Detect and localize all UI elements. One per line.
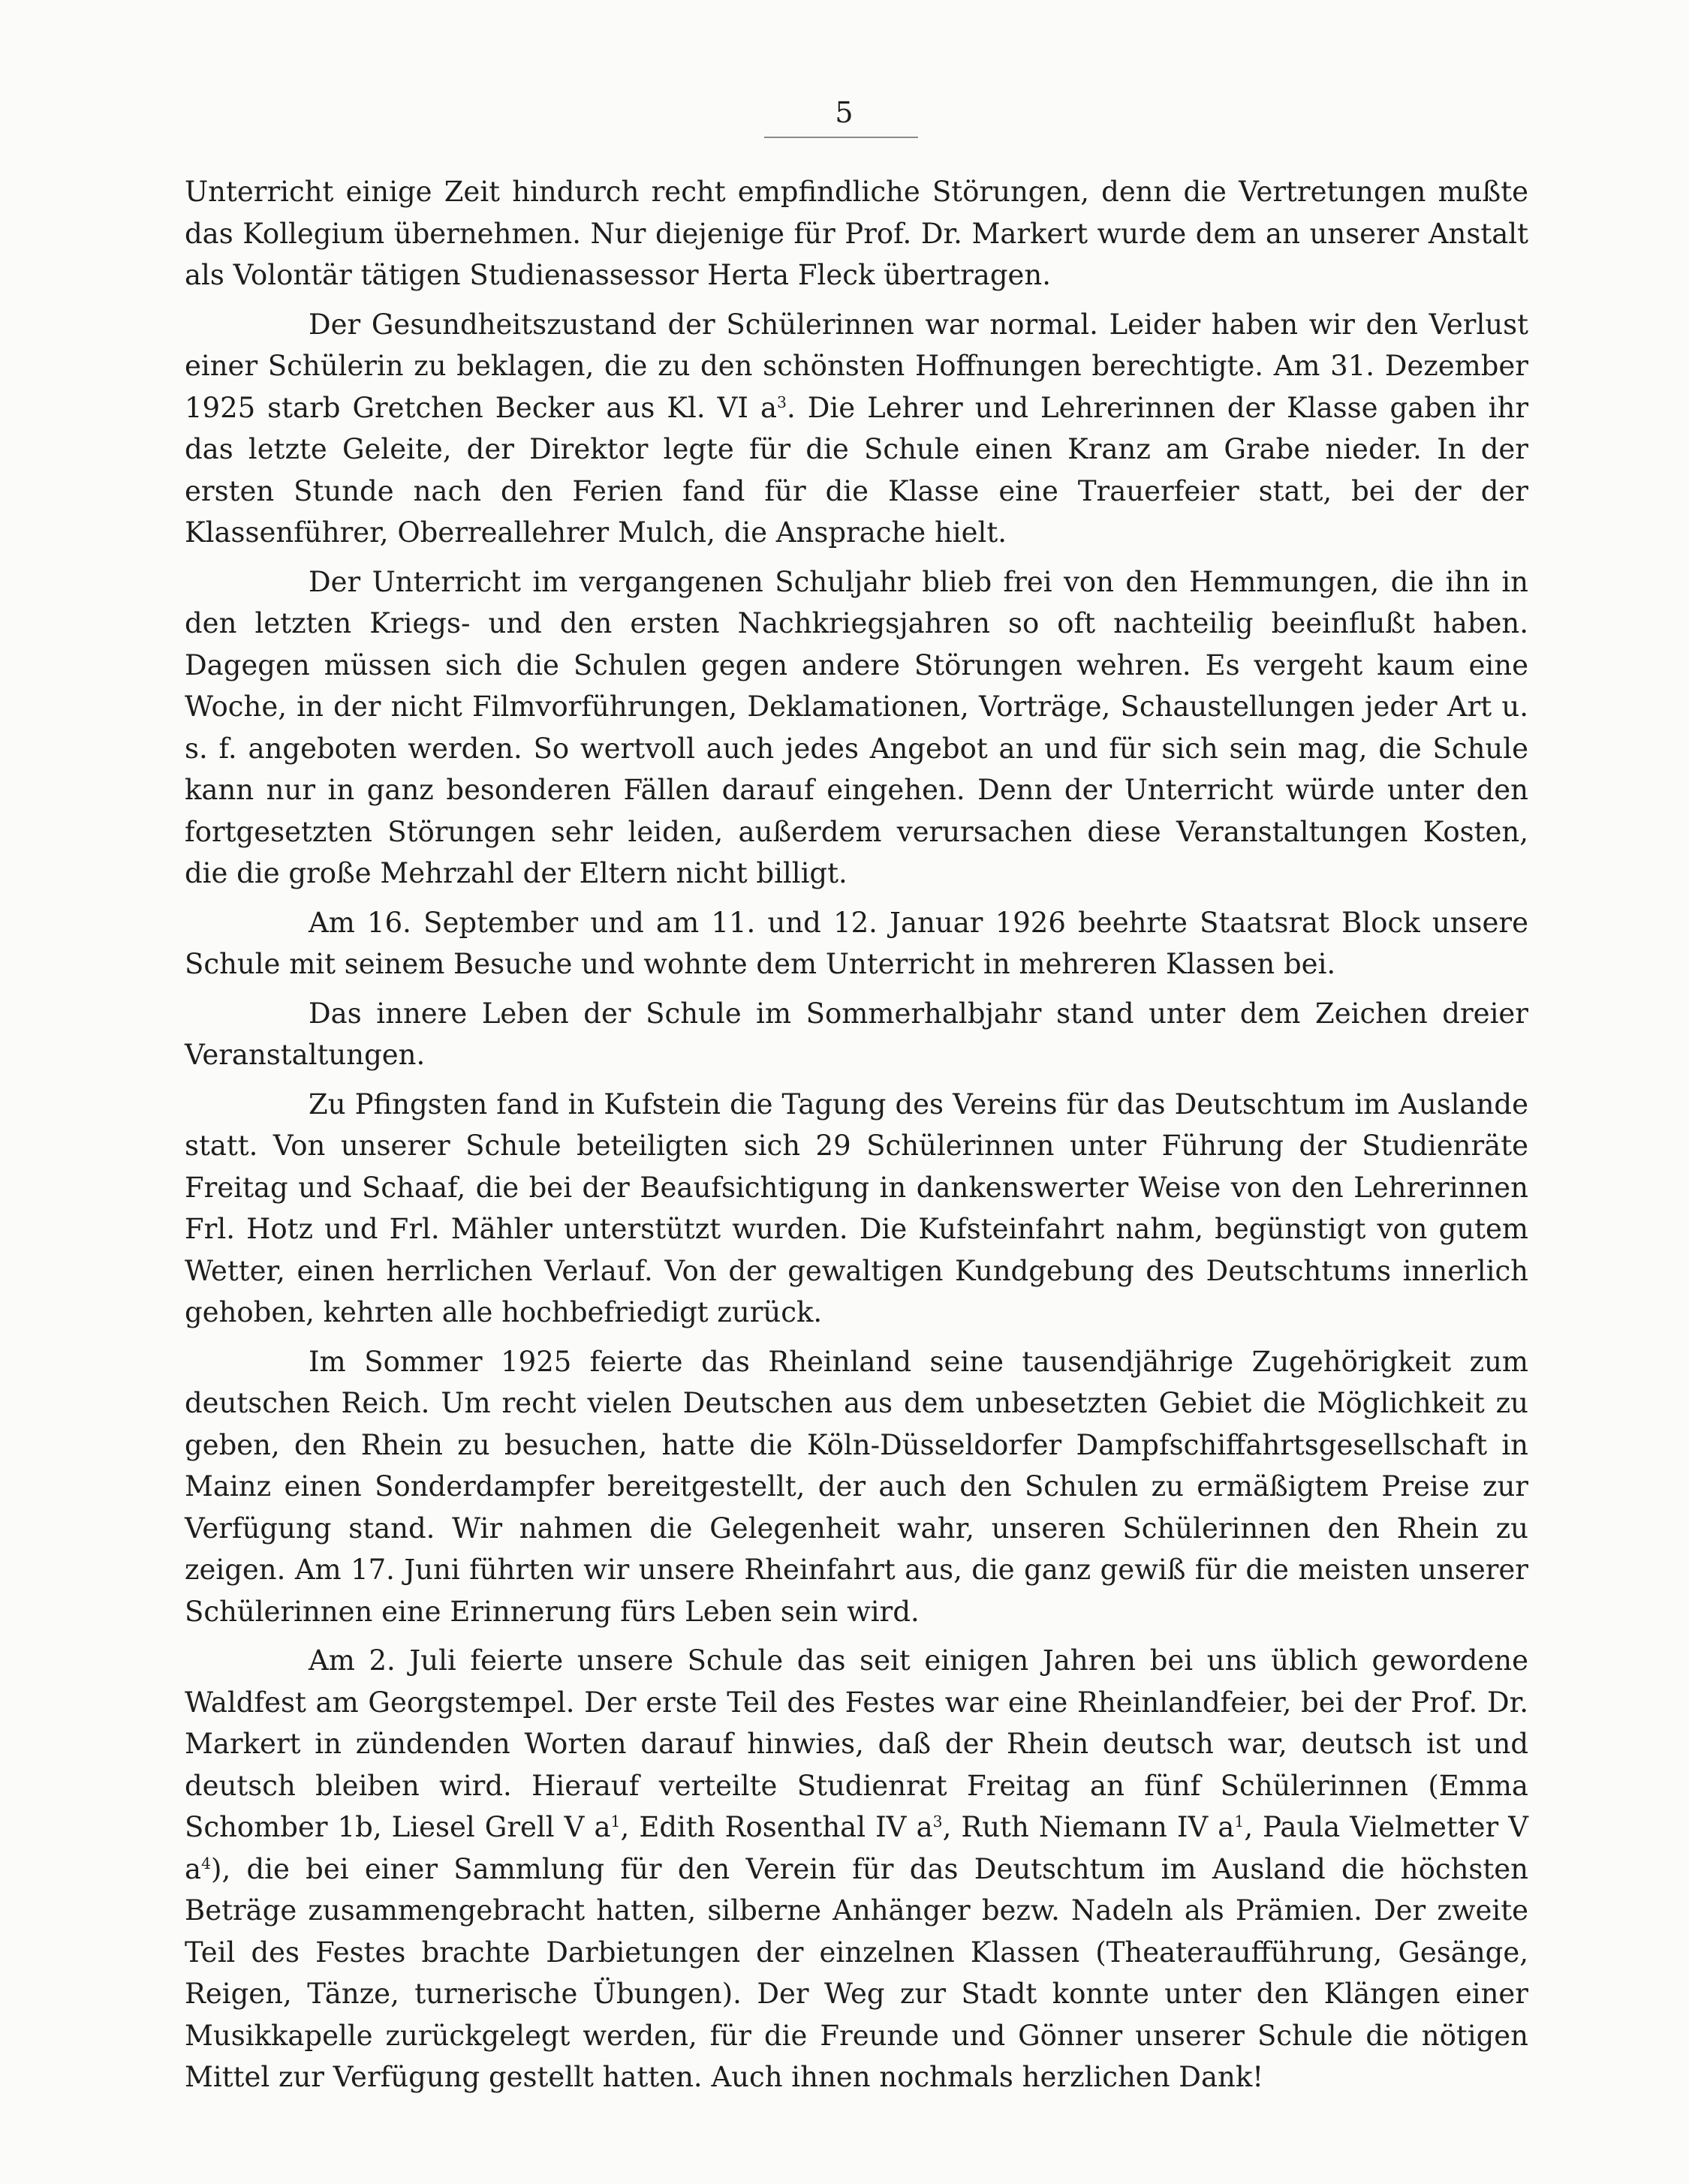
paragraph-kufstein-trip: Zu Pfingsten fand in Kufstein die Tagung des Vereins für das Deutschtum im Auslande statt. Von unserer Schule beteiligten sich 29 Schülerinnen unter Führung der Studienräte Freitag und Schaaf, die bei der Beaufsichtigung in dankenswerter Weise von den Lehrerinnen Frl. Hotz und Frl. Mähler unterstützt wurden. Die Kufsteinfahrt nahm, begünstigt von gutem Wetter, einen herrlichen Verlauf. Von der gewaltigen Kundgebung des Deutschtums innerlich gehoben, kehrten alle hochbefriedigt zurück. (185, 1087, 1528, 1328)
page-number-rule (764, 137, 918, 138)
paragraph-forest-festival (185, 1640, 1528, 2098)
paragraph-health-text-1: Der Gesundheitszustand der Schülerinnen war normal. Leider haben wir den Verlust einer Schülerin zu beklagen, die zu den schönsten Hoffnungen berechtigte. Am 31. Dezember 1925 starb Gretchen Becker aus Kl. VI a (185, 308, 1528, 424)
body-text (185, 171, 1528, 2106)
paragraph-festival-text-2: , Edith Rosenthal IV a (620, 1811, 933, 1843)
paragraph-staff-substitution: Unterricht einige Zeit hindurch recht empfindliche Störungen, denn die Vertretungen mußte das Kollegium übernehmen. Nur diejenige für Prof. Dr. Markert wurde dem an unserer Anstalt als Volontär tätigen Studienassessor Herta Fleck übertragen. (185, 176, 1528, 291)
paragraph-health-status (185, 304, 1528, 554)
paragraph-festival-text-1: Am 2. Juli feierte unsere Schule das seit einigen Jahren bei uns üblich gewordene Waldfest am Georgstempel. Der erste Teil des Festes war eine Rheinlandfeier, bei der Prof. Dr. Markert in zündenden Worten darauf hinwies, daß der Rhein deutsch war, deutsch ist und deutsch bleiben wird. Hierauf verteilte Studienrat Freitag an fünf Schülerinnen (Emma Schomber 1b, Liesel Grell V a (185, 1644, 1528, 1843)
paragraph-rhine-trip: Im Sommer 1925 feierte das Rheinland seine tausendjährige Zugehörigkeit zum deutschen Reich. Um recht vielen Deutschen aus dem unbesetzten Gebiet die Möglichkeit zu geben, den Rhein zu besuchen, hatte die Köln-Düsseldorfer Dampfschiffahrtsgesellschaft in Mainz einen Sonderdampfer bereitgestellt, der auch den Schulen zu ermäßigtem Preise zur Verfügung stand. Wir nahmen die Gelegenheit wahr, unseren Schülerinnen den Rhein zu zeigen. Am 17. Juni führten wir unsere Rheinfahrt aus, die ganz gewiß für die meisten unserer Schülerinnen eine Erinnerung fürs Leben sein wird. (185, 1345, 1528, 1628)
class-superscript: 4 (201, 1854, 212, 1873)
class-superscript: 1 (1234, 1812, 1245, 1831)
paragraph-health-text-2: . Die Lehrer und Lehrerinnen der Klasse gaben ihr das letzte Geleite, der Direktor legte für die Schule einen Kranz am Grabe nieder. In der ersten Stunde nach den Ferien fand für die Klasse eine Trauerfeier statt, bei der der Klassenführer, Oberreallehrer Mulch, die Ansprache hielt. (185, 391, 1529, 549)
class-superscript: 3 (932, 1812, 943, 1831)
class-superscript: 1 (610, 1812, 621, 1831)
paragraph-summer-events: Das innere Leben der Schule im Sommerhalbjahr stand unter dem Zeichen dreier Veranstaltungen. (185, 997, 1528, 1071)
class-superscript: 3 (777, 393, 787, 411)
page-number: 5 (835, 96, 854, 129)
paragraph-state-visit: Am 16. September und am 11. und 12. Januar 1926 beehrte Staatsrat Block unsere Schule mit seinem Besuche und wohnte dem Unterricht in mehreren Klassen bei. (185, 906, 1528, 980)
paragraph-festival-text-3: , Ruth Niemann IV a (942, 1811, 1235, 1843)
paragraph-festival-text-4: , Paula Vielmetter V a (185, 1811, 1529, 1885)
paragraph-school-year: Der Unterricht im vergangenen Schuljahr blieb frei von den Hemmungen, die ihn in den letzten Kriegs- und den ersten Nachkriegsjahren so oft nachteilig beeinflußt haben. Dagegen müssen sich die Schulen gegen andere Störungen wehren. Es vergeht kaum eine Woche, in der nicht Filmvorführungen, Deklamationen, Vorträge, Schaustellungen jeder Art u. s. f. angeboten werden. So wertvoll auch jedes Angebot an und für sich sein mag, die Schule kann nur in ganz besonderen Fällen darauf eingehen. Denn der Unterricht würde unter den fortgesetzten Störungen sehr leiden, außerdem verursachen diese Veranstaltungen Kosten, die die große Mehrzahl der Eltern nicht billigt. (185, 565, 1528, 889)
paragraph-festival-text-5: ), die bei einer Sammlung für den Verein für das Deutschtum im Ausland die höchsten Beträge zusammengebracht hatten, silberne Anhänger bezw. Nadeln als Prämien. Der zweite Teil des Festes brachte Darbietungen der einzelnen Klassen (Theateraufführung, Gesänge, Reigen, Tänze, turnerische Übungen). Der Weg zur Stadt konnte unter den Klängen einer Musikkapelle zurückgelegt werden, für die Freunde und Gönner unserer Schule die nötigen Mittel zur Verfügung gestellt hatten. Auch ihnen nochmals herzlichen Dank! (185, 1852, 1528, 2093)
